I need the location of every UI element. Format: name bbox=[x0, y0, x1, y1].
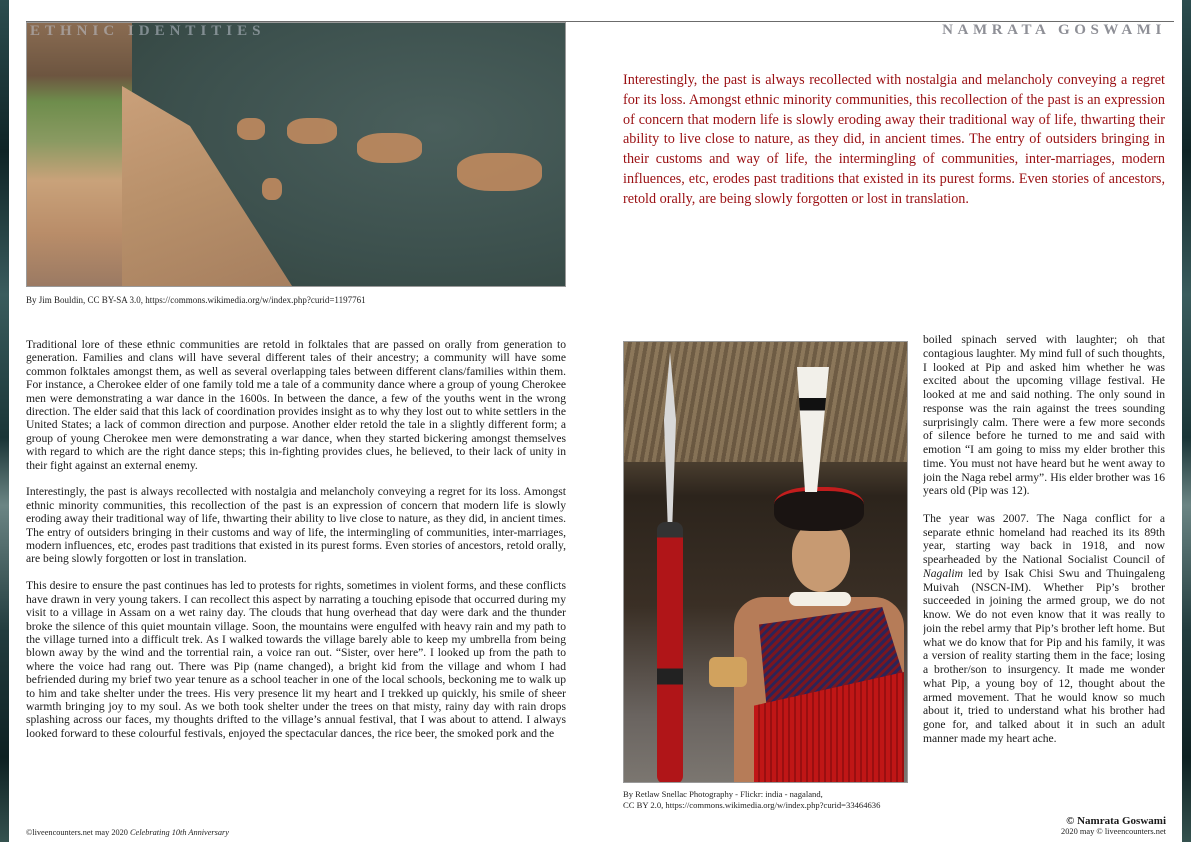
armband bbox=[709, 657, 747, 687]
footer-text: ©liveencounters.net may 2020 bbox=[26, 828, 130, 837]
background-edge-left bbox=[0, 0, 9, 842]
section-title: ETHNIC IDENTITIES bbox=[30, 23, 266, 39]
paragraph: This desire to ensure the past continues has led to protests for rights, sometimes in violent forms, and these conflicts have drawn in very young takers. I can recollect this aspect by narrating a touching episode that occurred during my visit to a village in Assam on a wet rainy day. The clouds that hung overhead that day were dark and the thunder broke the silence of this quiet mountain village. Soon, the mountains were engulfed with heavy rain and my path to the village turned into a difficult trek. As I walked towards the village barely able to keep my umbrella from being blown away by the wind and the torrential rain, a voice ran out. “Sister, over here”. I looked up from the path to where the voice had rang out. There was Pip (name changed), a bright kid from the village and whom I had befriended during my brief two year tenure as a school teacher in one of the local schools, beckoning me to walk up to him and take shelter under the trees. His very presence lit my heart and I trekked up quickly, his smile of sheer warmth bringing joy to my soul. As we both took shelter under the trees on that misty, rainy day with rain drops splashing across our faces, my thoughts drifted to the village’s annual festival, that I was about to attend. I always looked forward to these colourful festivals, enjoyed the spectacular dances, the rice beer, the smoked pork and the bbox=[26, 579, 566, 740]
petroglyph-animal bbox=[287, 118, 337, 144]
right-column bbox=[923, 333, 1165, 813]
photo-caption-bottom bbox=[623, 789, 913, 810]
naga-warrior-photo bbox=[623, 341, 908, 783]
text-run: The year was 2007. The Naga conflict for a separate ethnic homeland had reached its its 89th year, starting way back in 1918, and now spearheaded by the National Socialist Council of bbox=[923, 511, 1165, 566]
headdress bbox=[774, 487, 864, 531]
author-header: NAMRATA GOSWAMI bbox=[942, 22, 1166, 38]
left-column bbox=[26, 338, 566, 814]
signature-name: © Namrata Goswami bbox=[1066, 815, 1166, 827]
pull-quote: Interestingly, the past is always recollected with nostalgia and melancholy conveying a regret for its loss. Amongst ethnic minority communities, this recollection of the past is an expression of concern that modern life is slowly eroding away their traditional way of life, thwarting their ability to live close to nature, as they did, in ancient times. The entry of outsiders bringing in their customs and way of life, the intermingling of communities, inter-marriages, modern influences, etc, erodes past traditions that existed in its purest forms. Even stories of ancestors, retold orally, are being slowly forgotten or lost in translation. bbox=[623, 72, 1165, 207]
footer-italic: Celebrating 10th Anniversary bbox=[130, 828, 229, 837]
paragraph: boiled spinach served with laughter; oh that contagious laughter. My mind full of such thoughts, I looked at Pip and asked him whether he was excited about the upcoming village festival. He looked at me and said nothing. The only sound in response was the rain against the trees sounding surprisingly calm. There were a few more seconds of silence before he turned to me and said with emotion “I am going to miss my elder brother this time. You must not have heard but he went away to join the Naga rebel army”. His elder brother was 16 years old (Pip was 12). bbox=[923, 333, 1165, 498]
necklace bbox=[789, 592, 851, 606]
text-run: led by Isak Chisi Swu and Thuingaleng Muivah (NSCN-IM). Whether Pip’s brother succeeded in joining the armed group, we do not know. We do not even know that it was really to join the rebel army that Pip’s brother left home. But what we do know that for Pip and his family, it was a version of reality starting them in the face; losing a brother/son to insurgency. It made me wonder what Pip, a young boy of 12, thought about the armed movement. That he would know so much about it, tried to understand what his brother had gone for, and talked about it in such an adult manner made my heart ache. bbox=[923, 566, 1165, 745]
spear-shaft bbox=[657, 522, 683, 783]
petroglyph-animal bbox=[357, 133, 422, 163]
italic-term: Nagalim bbox=[923, 566, 963, 580]
petroglyph-animal bbox=[262, 178, 282, 200]
photo-caption-top: By Jim Bouldin, CC BY-SA 3.0, https://commons.wikimedia.org/w/index.php?curid=1197761 bbox=[26, 295, 366, 305]
face bbox=[792, 522, 850, 592]
canyon-cliff bbox=[27, 23, 137, 286]
footer bbox=[26, 828, 566, 838]
petroglyph-photo bbox=[26, 22, 566, 287]
paragraph: Interestingly, the past is always recollected with nostalgia and melancholy conveying a regret for its loss. Amongst ethnic minority communities, this recollection of the past is an expression of concern that modern life is slowly eroding away their traditional way of life, thwarting their ability to live close to nature, as they did, in ancient times. The entry of outsiders bringing in their customs and way of life, the intermingling of communities, inter-marriages, modern influences, etc, erodes past traditions that existed in its purest forms. Even stories of ancestors, retold orally, are being slowly forgotten or lost in translation. bbox=[26, 485, 566, 566]
signature-sub: 2020 may © liveencounters.net bbox=[1061, 827, 1166, 836]
petroglyph-animal bbox=[237, 118, 265, 140]
caption-line: By Retlaw Snellac Photography - Flickr: india - nagaland, bbox=[623, 789, 823, 799]
paragraph bbox=[923, 512, 1165, 746]
signature bbox=[924, 815, 1166, 837]
paragraph: Traditional lore of these ethnic communities are retold in folktales that are passed on orally from generation to generation. Families and clans will have several different tales of their ancestry; a community will have some common folktales amongst them, as well as several overlapping tales between different clans/families within them. For instance, a Cherokee elder of one family told me a tale of a community dance where a group of young Cherokee men were demonstrating a war dance in the 1600s. In between the dance, a few of the youths went in the wrong direction. The elder said that this lack of coordination provides insight as to why they lost out to white settlers in the United States; a lack of common direction and purpose. Another elder retold the tale in a slightly different form; a group of young Cherokee men were demonstrating a war dance, when they started bickering amongst themselves with regard to which are the right dance steps; this in-fighting provides clues, he believed, to their lack of unity in their fight against an external enemy. bbox=[26, 338, 566, 472]
magazine-page bbox=[9, 0, 1182, 842]
petroglyph-animal bbox=[457, 153, 542, 191]
background-edge-right bbox=[1182, 0, 1191, 842]
caption-line: CC BY 2.0, https://commons.wikimedia.org/w/index.php?curid=33464636 bbox=[623, 799, 881, 810]
